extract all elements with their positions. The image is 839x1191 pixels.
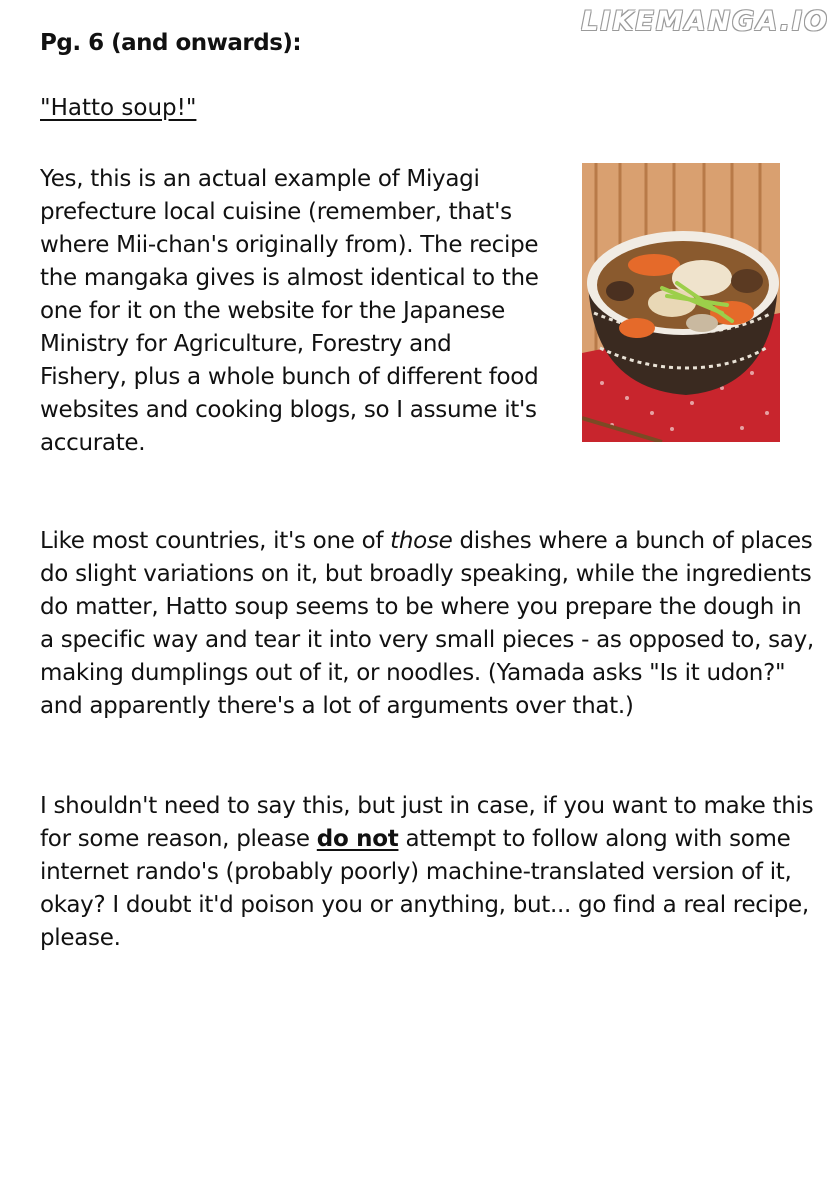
- paragraph-warning-emphasis: do not: [316, 826, 399, 852]
- site-watermark: LIKEMANGA.IO: [581, 6, 829, 37]
- page-heading: Pg. 6 (and onwards):: [40, 30, 302, 56]
- paragraph-warning: [40, 790, 820, 955]
- paragraph-intro: Yes, this is an actual example of Miyagi prefecture local cuisine (remember, that's where Mii-chan's originally from). The recipe the mangaka gives is almost identical to the one for it on the website for the Japanese Ministry for Agriculture, Forestry and Fishery, plus a whole bunch of different food websites and cooking blogs, so I assume it's accurate.: [40, 166, 539, 456]
- paragraph-warning-end: attempt to follow along with some internet rando's (probably poorly) machine-translated version of it, okay? I doubt it'd poison you or anything, but... go find a real recipe, please.: [40, 826, 809, 951]
- paragraph-variations: [40, 525, 820, 723]
- paragraph-variations-end: dishes where a bunch of places do slight variations on it, but broadly speaking, while the ingredients do matter, Hatto soup seems to be where you prepare the dough in a specific way and tear it into very small pieces - as opposed to, say, making dumplings out of it, or noodles. (Yamada asks "Is it udon?" and apparently there's a lot of arguments over that.): [40, 528, 814, 719]
- paragraph-variations-start: Like most countries, it's one of: [40, 528, 391, 554]
- paragraph-variations-emphasis: those: [390, 528, 453, 554]
- paragraph-warning-start: I shouldn't need to say this, but just in case, if you want to make this for some reason, please: [40, 793, 814, 852]
- quoted-line: "Hatto soup!": [40, 95, 197, 121]
- hatto-soup-photo: [582, 163, 780, 442]
